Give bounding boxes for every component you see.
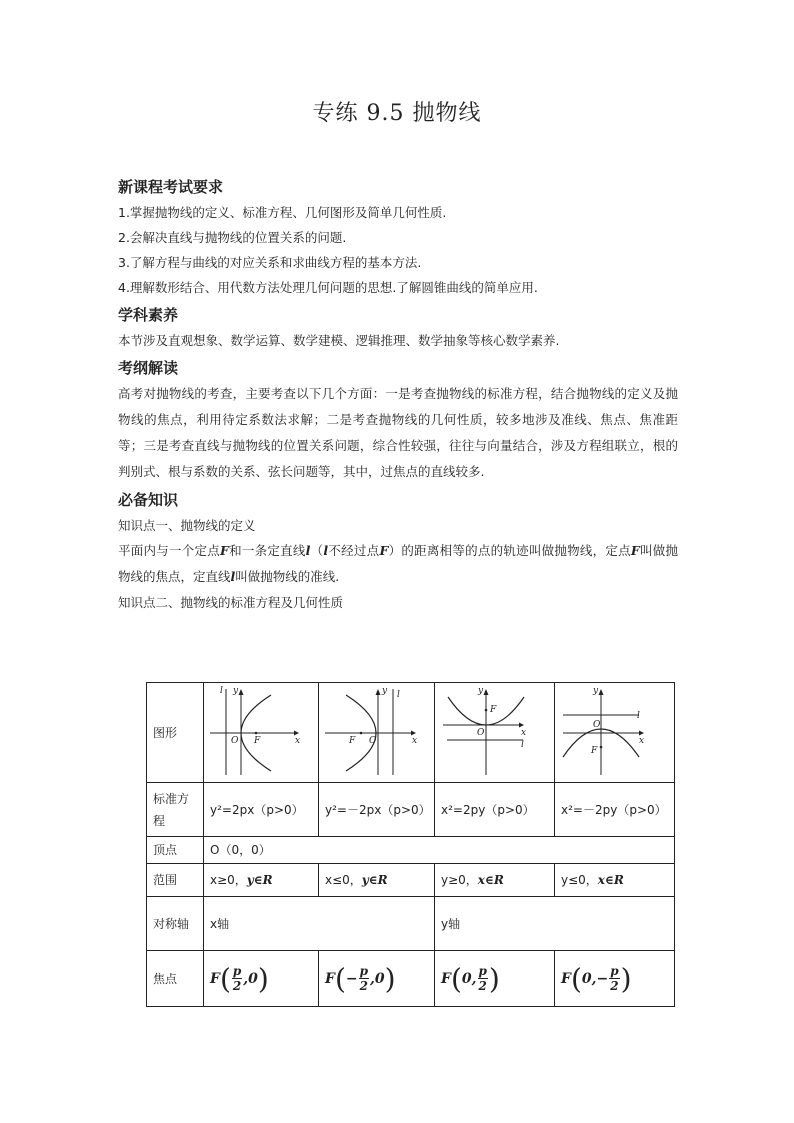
equation-cell: y²=－2px（p>0）: [319, 783, 435, 837]
knowledge-point-1-title: 知识点一、抛物线的定义: [118, 518, 256, 533]
knowledge-point-2-title: 知识点二、抛物线的标准方程及几何性质: [118, 595, 344, 610]
table-row: [147, 864, 675, 897]
graph-up-opening: [435, 683, 555, 783]
requirement-item: 2.会解决直线与抛物线的位置关系的问题.: [118, 230, 347, 245]
svg-text:F: F: [591, 746, 598, 756]
equation-cell: x²=－2py（p>0）: [555, 783, 675, 837]
svg-text:F: F: [254, 736, 261, 746]
svg-text:l: l: [637, 711, 640, 721]
svg-text:y: y: [382, 686, 388, 696]
section-heading-knowledge: 必备知识: [118, 491, 179, 509]
focus-cell: F(0, $\frac{p}{2}$ ): [435, 951, 555, 1007]
requirement-item: 4.理解数形结合、用代数方法处理几何问题的思想.了解圆锥曲线的简单应用.: [118, 280, 538, 295]
svg-text:F: F: [349, 736, 356, 746]
parabola-definition: 平面内与一个定点F和一条定直线l（l不经过点F）的距离相等的点的轨迹叫做抛物线，定点F叫做抛物线的焦点，定直线l叫做抛物线的准线.: [118, 543, 678, 584]
svg-text:O: O: [369, 736, 377, 746]
section-heading-literacy: 学科素养: [118, 306, 179, 324]
svg-text:x: x: [521, 728, 527, 738]
row-label-graph: 图形: [147, 683, 204, 783]
table-row: [147, 783, 675, 837]
section-heading-syllabus: 考纲解读: [118, 359, 179, 377]
axis-cell-y: y轴: [435, 897, 675, 951]
table-row: [147, 951, 675, 1007]
syllabus-text: 高考对抛物线的考查，主要考查以下几个方面：一是考查抛物线的标准方程，结合抛物线的定义及抛物线的焦点，利用待定系数法求解；二是考查抛物线的几何性质，较多地涉及准线、焦点、焦准距等；三是考查直线与抛物线的位置关系问题，综合性较强，往往与向量结合，涉及方程组联立，根的判别式、根与系数的关系、弦长问题等，其中，过焦点的直线较多.: [118, 386, 678, 479]
page-title: 专练 9.5 抛物线: [312, 101, 482, 126]
row-label-focus: 焦点: [147, 951, 204, 1007]
table-row: [147, 837, 675, 864]
range-cell: x≥0，y∈R: [204, 864, 319, 897]
literacy-text: 本节涉及直观想象、数学运算、数学建模、逻辑推理、数学抽象等核心数学素养.: [118, 333, 560, 348]
svg-text:y: y: [593, 686, 599, 696]
focus-cell: F(0,− $\frac{p}{2}$ ): [555, 951, 675, 1007]
focus-cell: F( $\frac{p}{2}$ ,0): [204, 951, 319, 1007]
parabola-properties-table: [146, 682, 675, 1007]
graph-right-opening: [204, 683, 319, 783]
svg-text:O: O: [477, 728, 485, 738]
range-cell: x≤0，y∈R: [319, 864, 435, 897]
svg-text:x: x: [639, 736, 645, 746]
row-label-axis: 对称轴: [147, 897, 204, 951]
svg-text:y: y: [233, 686, 239, 696]
main-content: [118, 172, 678, 615]
svg-text:l: l: [521, 740, 524, 750]
range-cell: y≥0，x∈R: [435, 864, 555, 897]
vertex-cell: O（0，0）: [204, 837, 675, 864]
equation-cell: x²=2py（p>0）: [435, 783, 555, 837]
requirement-item: 3.了解方程与曲线的对应关系和求曲线方程的基本方法.: [118, 255, 422, 270]
svg-text:x: x: [412, 736, 418, 746]
row-label-equation: 标准方程: [147, 783, 204, 837]
row-label-range: 范围: [147, 864, 204, 897]
svg-text:x: x: [295, 736, 301, 746]
row-label-vertex: 顶点: [147, 837, 204, 864]
svg-text:F: F: [490, 705, 497, 715]
requirement-item: 1.掌握抛物线的定义、标准方程、几何图形及简单几何性质.: [118, 205, 447, 220]
range-cell: y≤0，x∈R: [555, 864, 675, 897]
graph-left-opening: [319, 683, 435, 783]
table-row: [147, 683, 675, 783]
focus-cell: F(− $\frac{p}{2}$ ,0): [319, 951, 435, 1007]
graph-down-opening: [555, 683, 675, 783]
svg-text:l: l: [397, 690, 400, 700]
svg-text:l: l: [220, 686, 223, 696]
axis-cell-x: x轴: [204, 897, 435, 951]
section-heading-requirements: 新课程考试要求: [118, 178, 224, 196]
svg-text:y: y: [478, 686, 484, 696]
svg-text:O: O: [593, 720, 601, 730]
svg-text:O: O: [231, 736, 239, 746]
equation-cell: y²=2px（p>0）: [204, 783, 319, 837]
table-row: [147, 897, 675, 951]
